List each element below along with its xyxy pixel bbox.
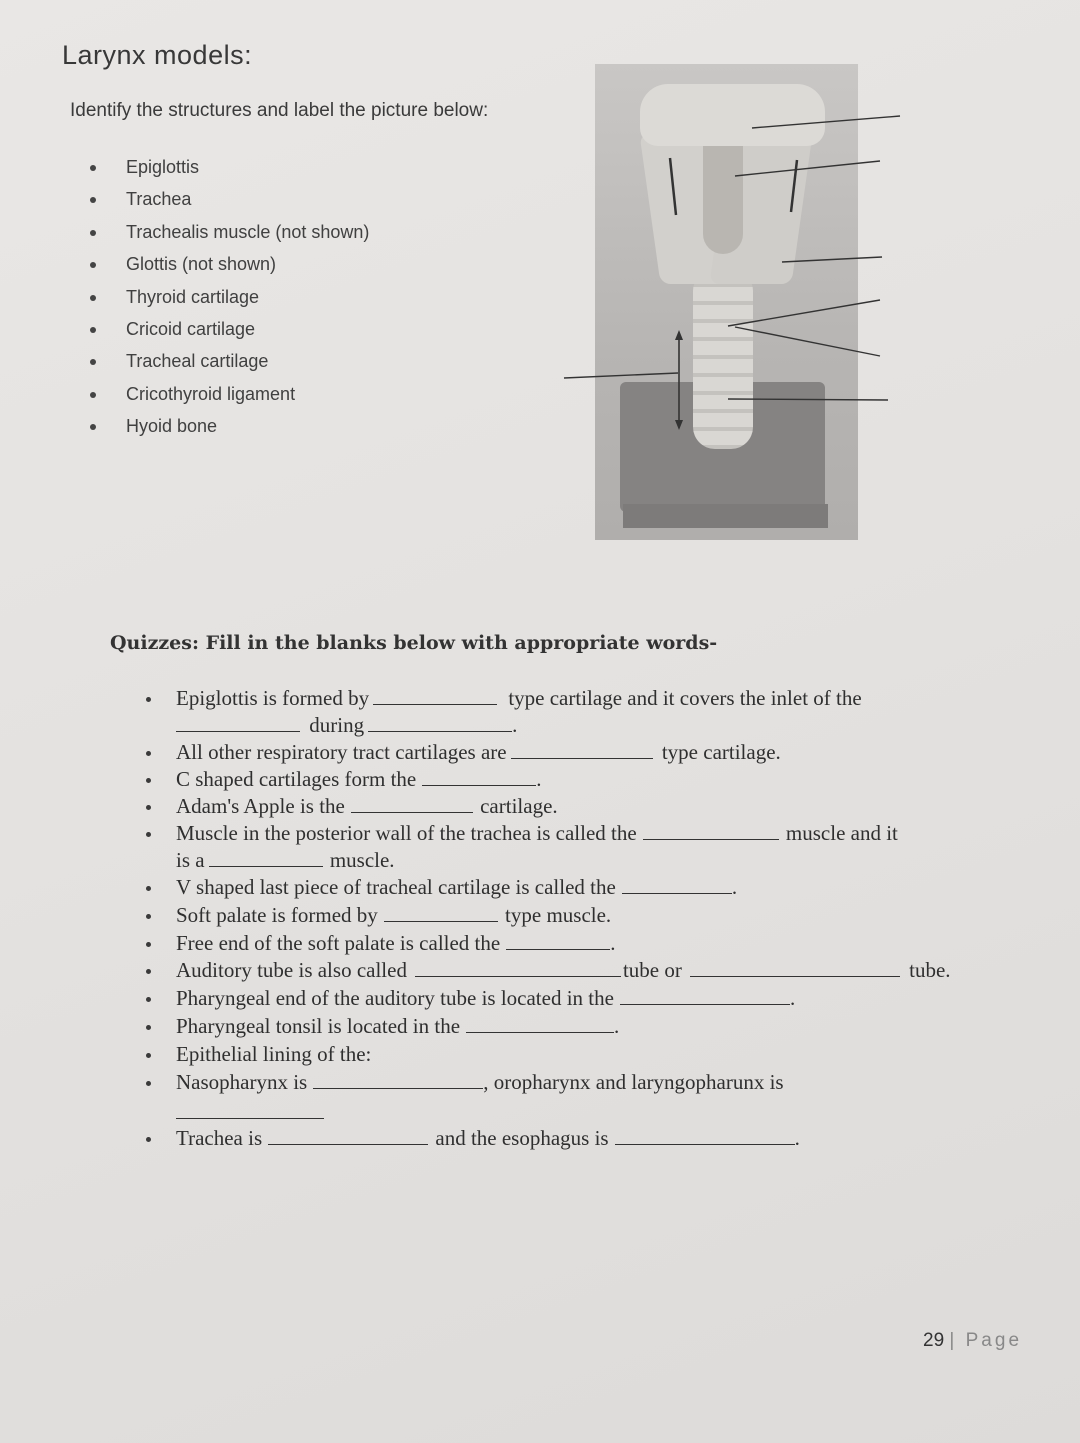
answer-blank[interactable] <box>176 715 300 732</box>
answer-blank[interactable] <box>373 688 497 705</box>
answer-blank[interactable] <box>690 960 900 977</box>
list-item: Cricothyroid ligament <box>90 384 510 416</box>
page-title: Larynx models: <box>62 40 253 70</box>
structure-list <box>90 157 510 449</box>
quiz-item-5: Muscle in the posterior wall of the trachea is called the muscle and it <box>176 821 898 845</box>
list-item: Thyroid cartilage <box>90 287 510 319</box>
bullet-icon <box>90 230 96 236</box>
answer-blank[interactable] <box>313 1072 483 1089</box>
quiz-item-1: Epiglottis is formed by type cartilage and it covers the inlet of the <box>176 686 862 710</box>
answer-blank[interactable] <box>643 823 779 840</box>
bullet-icon <box>146 697 151 702</box>
hyoid-bone-model <box>640 84 825 146</box>
answer-blank[interactable] <box>622 877 732 894</box>
quiz-item-1-cont: during . <box>176 713 517 738</box>
quiz-item-13-cont <box>176 1100 324 1125</box>
bullet-icon <box>146 778 151 783</box>
bullet-icon <box>146 886 151 891</box>
answer-blank[interactable] <box>384 905 498 922</box>
answer-blank[interactable] <box>511 742 653 759</box>
answer-blank[interactable] <box>615 1128 795 1145</box>
answer-blank[interactable] <box>209 850 323 867</box>
quiz-item-11: Pharyngeal tonsil is located in the . <box>176 1014 620 1038</box>
bullet-icon <box>90 197 96 203</box>
trachea-model <box>693 269 753 449</box>
page-number: 29 | Page <box>923 1330 1023 1351</box>
bullet-icon <box>146 914 151 919</box>
bullet-icon <box>90 327 96 333</box>
quiz-item-14: Trachea is and the esophagus is . <box>176 1126 800 1150</box>
bullet-icon <box>90 392 96 398</box>
bullet-icon <box>146 1053 151 1058</box>
quiz-item-12: Epithelial lining of the: <box>176 1042 372 1066</box>
bullet-icon <box>146 832 151 837</box>
bullet-icon <box>146 751 151 756</box>
quiz-item-9: Auditory tube is also called tube or tube. <box>176 958 951 982</box>
answer-blank[interactable] <box>268 1128 428 1145</box>
answer-blank[interactable] <box>351 796 473 813</box>
answer-blank[interactable] <box>415 960 621 977</box>
answer-blank[interactable] <box>506 933 610 950</box>
bullet-icon <box>146 1137 151 1142</box>
answer-blank[interactable] <box>620 988 790 1005</box>
list-item: Hyoid bone <box>90 416 510 448</box>
quiz-item-5-cont: is a muscle. <box>176 848 395 872</box>
answer-blank[interactable] <box>466 1016 614 1033</box>
instruction-text: Identify the structures and label the picture below: <box>70 100 489 121</box>
list-item: Glottis (not shown) <box>90 254 510 286</box>
list-item: Trachealis muscle (not shown) <box>90 222 510 254</box>
answer-blank[interactable] <box>176 1102 324 1119</box>
quiz-item-6: V shaped last piece of tracheal cartilage is called the . <box>176 875 738 899</box>
bullet-icon <box>146 997 151 1002</box>
quiz-item-8: Free end of the soft palate is called the . <box>176 931 616 955</box>
quiz-item-4: Adam's Apple is the cartilage. <box>176 794 558 818</box>
quiz-item-10: Pharyngeal end of the auditory tube is located in the . <box>176 986 796 1010</box>
bullet-icon <box>146 805 151 810</box>
bullet-icon <box>90 262 96 268</box>
quiz-heading: Quizzes: Fill in the blanks below with appropriate words- <box>110 632 718 654</box>
list-item: Tracheal cartilage <box>90 351 510 383</box>
quiz-item-2: All other respiratory tract cartilages are type cartilage. <box>176 740 781 764</box>
bullet-icon <box>90 165 96 171</box>
bullet-icon <box>146 969 151 974</box>
bullet-icon <box>90 295 96 301</box>
bullet-icon <box>90 359 96 365</box>
answer-blank[interactable] <box>422 769 536 786</box>
list-item: Cricoid cartilage <box>90 319 510 351</box>
bullet-icon <box>146 1081 151 1086</box>
quiz-item-7: Soft palate is formed by type muscle. <box>176 903 612 927</box>
larynx-model-photo <box>595 64 858 540</box>
bullet-icon <box>146 1025 151 1030</box>
bullet-icon <box>90 424 96 430</box>
list-item: Trachea <box>90 189 510 221</box>
quiz-item-13: Nasopharynx is , oropharynx and laryngopharunx is <box>176 1070 784 1094</box>
list-item: Epiglottis <box>90 157 510 189</box>
bullet-icon <box>146 942 151 947</box>
quiz-item-3: C shaped cartilages form the . <box>176 767 542 791</box>
answer-blank[interactable] <box>368 715 512 732</box>
